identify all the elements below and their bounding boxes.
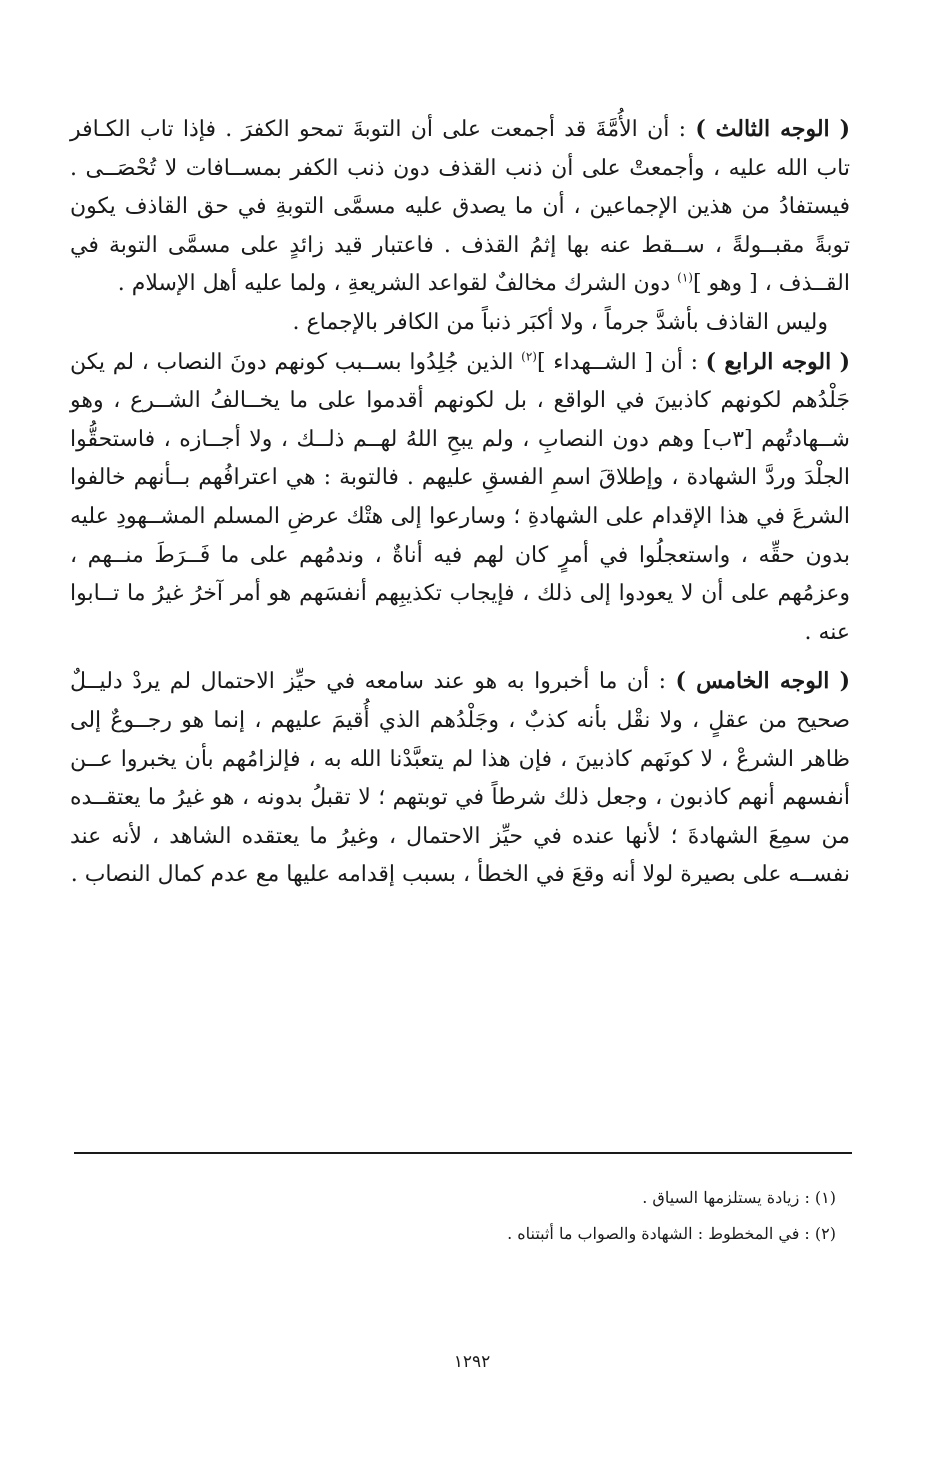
footnote-ref-1: (١) — [677, 271, 693, 286]
paragraph-text: : أن ما أخبروا به هو عند سامعه في حيِّز الاحتمال لم يردْ دليــلٌ صحيح من عقلٍ ، ولا نقْل بأنه كذبٌ ، وجَلْدُهم الذي أُقيمَ عليهم ، إنما هو رجــوعٌ إلى ظاهر الشرعْ ، لا كونَهم كاذبينَ ، فإن هذا لم يتعبَّدْنا الله به ، فإلزامُهم بأن يخبروا عــن أنفسهم أنهم كاذبون ، وجعل ذلك شرطاً في توبتهم ؛ لا تقبلُ بدونه ، هو غيرُ ما يعتقــده من سمِعَ الشهادةَ ؛ لأنها عنده في حيِّز الاحتمال ، وغيرُ ما يعتقده الشاهد ، لأنه عند نفســه على بصيرة لولا أنه وقعَ في الخطأ ، بسبب إقدامه عليها مع عدم كمال النصاب . — [70, 669, 850, 888]
main-text — [70, 110, 850, 895]
paragraph-fifth-aspect — [70, 662, 850, 895]
footnote-divider — [74, 1152, 852, 1154]
paragraph-note — [70, 304, 850, 343]
footnotes — [74, 1180, 836, 1252]
paragraph-text: وليس القاذف بأشدَّ جرماً ، ولا أكبَر ذنباً من الكافر بالإجماع . — [292, 309, 828, 335]
footnote-2: (٢) : في المخطوط : الشهادة والصواب ما أثبتناه . — [507, 1224, 836, 1243]
footnote-ref-2: (٢) — [521, 349, 537, 364]
section-heading-fifth: ( الوجه الخامس ) — [675, 668, 850, 695]
paragraph-text: : أن [ الشــهداء ] — [536, 349, 706, 375]
page-number: ١٢٩٢ — [453, 1352, 491, 1372]
paragraph-third-aspect — [70, 110, 850, 304]
paragraph-text-cont: دون الشرك مخالفٌ لقواعد الشريعةِ ، ولما عليه أهل الإسلام . — [117, 271, 678, 297]
paragraph-text: : أن الأُمَّةَ قد أجمعت على أن التوبةَ تمحو الكفرَ . فإذا تاب الكـافر تاب الله عليه ، وأجمعتْ على أن ذنب القذف دون ذنب الكفر بمســافات لا تُحْصَــى . فيستفادُ من هذين الإجماعين ، أن ما يصدق عليه مسمَّى التوبةِ في حق القاذف يكون توبةً مقبــولةً ، ســقط عنه بها إثمُ القذف . فاعتبار قيد زائدٍ على مسمَّى التوبة في القــذف ، [ وهو ] — [70, 117, 850, 297]
section-heading-fourth: ( الوجه الرابع ) — [705, 348, 850, 375]
paragraph-fourth-aspect — [70, 343, 850, 653]
section-heading-third: ( الوجه الثالث ) — [695, 116, 850, 142]
paragraph-text-cont: الذين جُلِدُوا بســبب كونهم دونَ النصاب ، لم يكن جَلْدُهم لكونهم كاذبينَ في الواقع ، بل لكونهم أقدموا على ما يخــالفُ الشــرع ، وهو شــهادتُهم [٣ب] وهم دون النصابِ ، ولم يبحِ اللهُ لهــم ذلــك ، ولا أجــازه ، فاستحقُّوا الجلْدَ وردَّ الشهادة ، وإطلاقَ اسمِ الفسقِ عليهم . فالتوبة : هي اعترافُهم بــأنهم خالفوا الشرعَ في هذا الإقدام على الشهادةِ ؛ وسارعوا إلى هتْك عرضِ المسلم المشــهودِ عليه بدون حقِّه ، واستعجلُوا في أمرٍ كان لهم فيه أناةٌ ، وندمُهم على ما فَــرَطَ منــهم ، وعزمُهم على أن لا يعودوا إلى ذلك ، فإيجاب تكذيبِهم أنفسَهم هو أمر آخرُ غيرُ ما تــابوا عنه . — [70, 349, 850, 645]
footnote-1: (١) : زيادة يستلزمها السياق . — [642, 1188, 836, 1207]
